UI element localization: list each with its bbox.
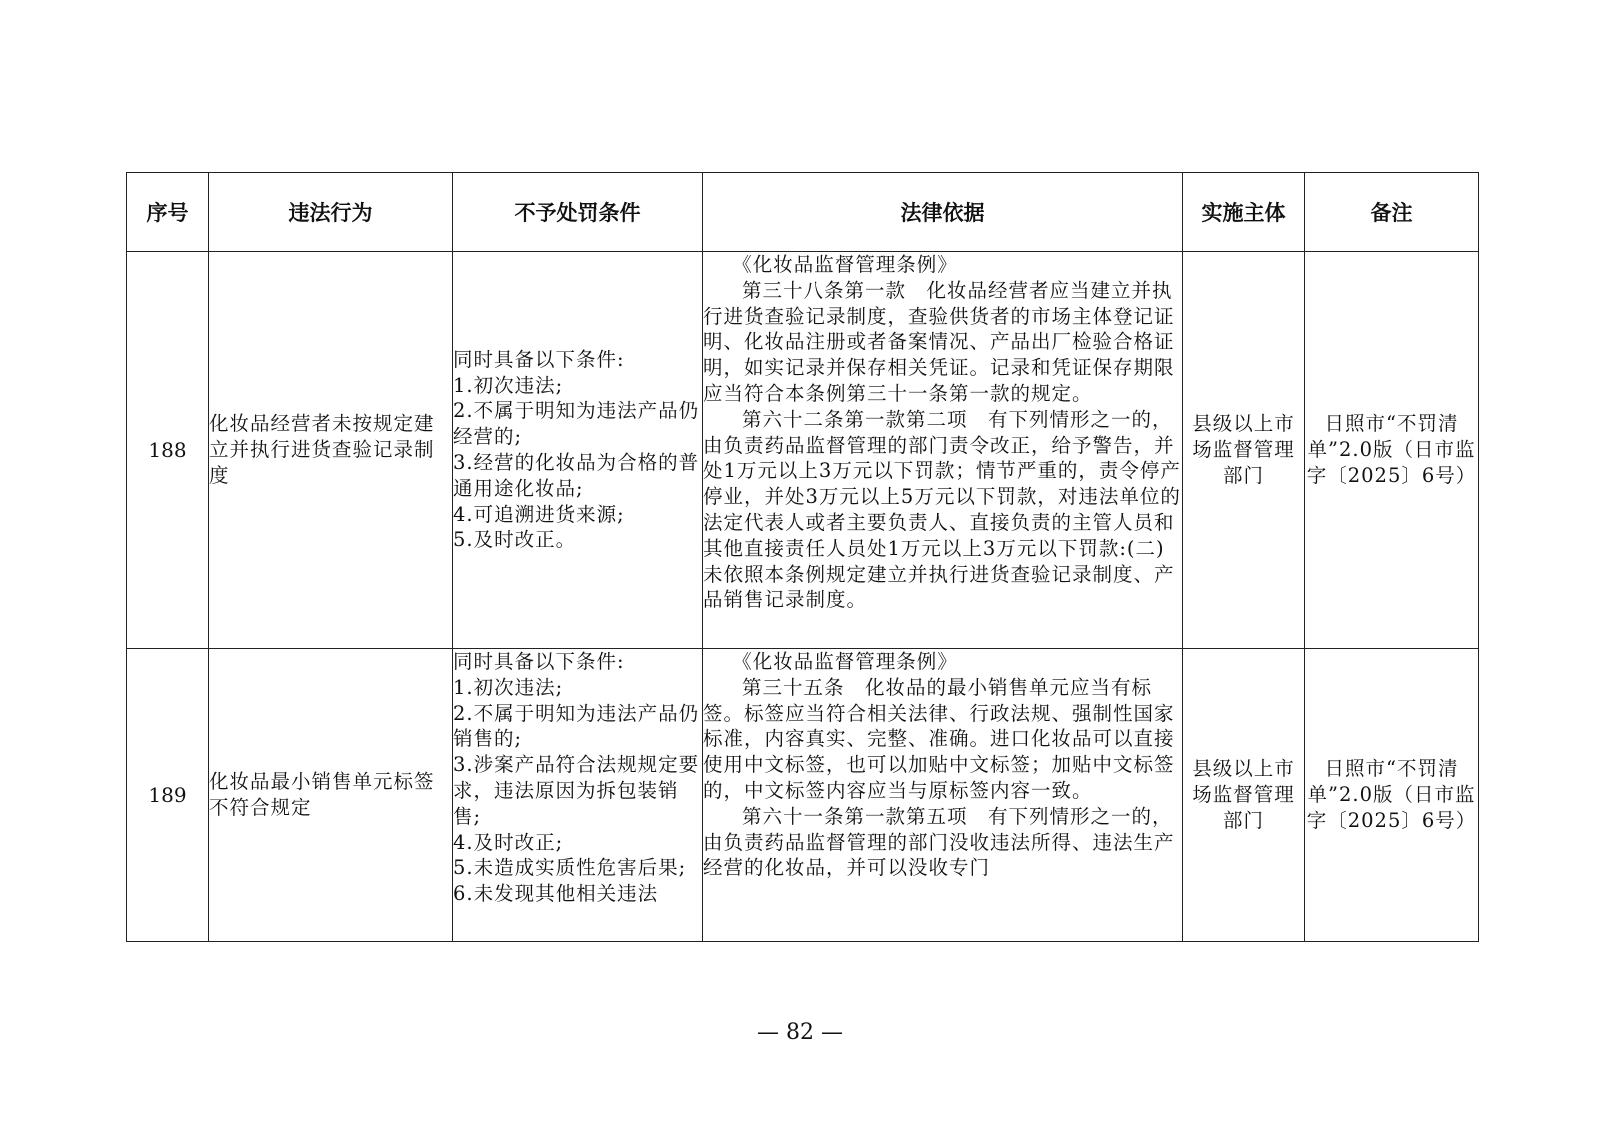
law-paragraph: 第六十二条第一款第二项 有下列情形之一的，由负责药品监督管理的部门责令改正，给予警告，并处1万元以上3万元以下罚款；情节严重的，责令停产停业，并处3万元以上5万元以下罚款，对违法单位的法定代表人或者主要负责人、直接负责的主管人员和其他直接责任人员处1万元以上3万元以下罚款:(二)未依照本条例规定建立并执行进货查验记录制度、产品销售记录制度。 — [703, 407, 1181, 612]
header-violation: 违法行为 — [209, 173, 453, 252]
condition-line: 4.及时改正; — [453, 830, 564, 854]
row-conditions — [453, 252, 703, 649]
condition-line: 同时具备以下条件: — [453, 347, 625, 371]
condition-line: 4.可追溯进货来源; — [453, 502, 625, 526]
condition-line: 2.不属于明知为违法产品仍经营的; — [453, 399, 700, 449]
law-paragraph: 第三十五条 化妆品的最小销售单元应当有标签。标签应当符合相关法律、行政法规、强制性国家标准，内容真实、完整、准确。进口化妆品可以直接使用中文标签，也可以加贴中文标签；加贴中文标签的，中文标签内容应当与原标签内容一致。 — [703, 675, 1175, 802]
row-remarks: 日照市“不罚清单”2.0版（日市监字〔2025〕6号） — [1305, 252, 1479, 649]
header-conditions: 不予处罚条件 — [453, 173, 703, 252]
condition-line: 同时具备以下条件: — [453, 650, 625, 673]
law-paragraph: 第三十八条第一款 化妆品经营者应当建立并执行进货查验记录制度，查验供货者的市场主体登记证明、化妆品注册或者备案情况、产品出厂检验合格证明，如实记录并保存相关凭证。记录和凭证保存期限应当符合本条例第三十一条第一款的规定。 — [703, 278, 1175, 405]
condition-line: 3.经营的化妆品为合格的普通用途化妆品; — [453, 451, 700, 500]
condition-line: 6.未发现其他相关违法 — [453, 882, 659, 906]
row-legal-basis — [703, 252, 1183, 649]
row-violation: 化妆品最小销售单元标签不符合规定 — [209, 649, 453, 942]
row-serial: 188 — [127, 252, 209, 649]
law-title: 《化妆品监督管理条例》 — [732, 650, 958, 673]
header-remarks: 备注 — [1305, 173, 1479, 252]
condition-line: 1.初次违法; — [453, 373, 564, 397]
row-remarks: 日照市“不罚清单”2.0版（日市监字〔2025〕6号） — [1305, 649, 1479, 942]
table-row — [127, 649, 1479, 942]
page-number: — 82 — — [757, 1020, 843, 1045]
header-legal-basis: 法律依据 — [703, 173, 1183, 252]
row-authority: 县级以上市场监督管理部门 — [1183, 252, 1305, 649]
table-row — [127, 252, 1479, 649]
condition-line: 5.及时改正。 — [453, 528, 577, 552]
row-authority: 县级以上市场监督管理部门 — [1183, 649, 1305, 942]
penalty-exemption-table — [126, 172, 1479, 942]
condition-line: 5.未造成实质性危害后果; — [453, 856, 687, 880]
table-header-row — [127, 173, 1479, 252]
condition-line: 2.不属于明知为违法产品仍销售的; — [453, 701, 700, 751]
row-violation: 化妆品经营者未按规定建立并执行进货查验记录制度 — [209, 252, 453, 649]
condition-line: 1.初次违法; — [453, 675, 564, 699]
law-title: 《化妆品监督管理条例》 — [732, 253, 958, 276]
condition-line: 3.涉案产品符合法规规定要求，违法原因为拆包装销售; — [453, 753, 700, 828]
header-authority: 实施主体 — [1183, 173, 1305, 252]
row-serial: 189 — [127, 649, 209, 942]
law-paragraph: 第六十一条第一款第五项 有下列情形之一的，由负责药品监督管理的部门没收违法所得、违法生产经营的化妆品，并可以没收专门 — [703, 804, 1175, 880]
row-conditions — [453, 649, 703, 942]
row-legal-basis — [703, 649, 1183, 942]
header-serial: 序号 — [127, 173, 209, 252]
